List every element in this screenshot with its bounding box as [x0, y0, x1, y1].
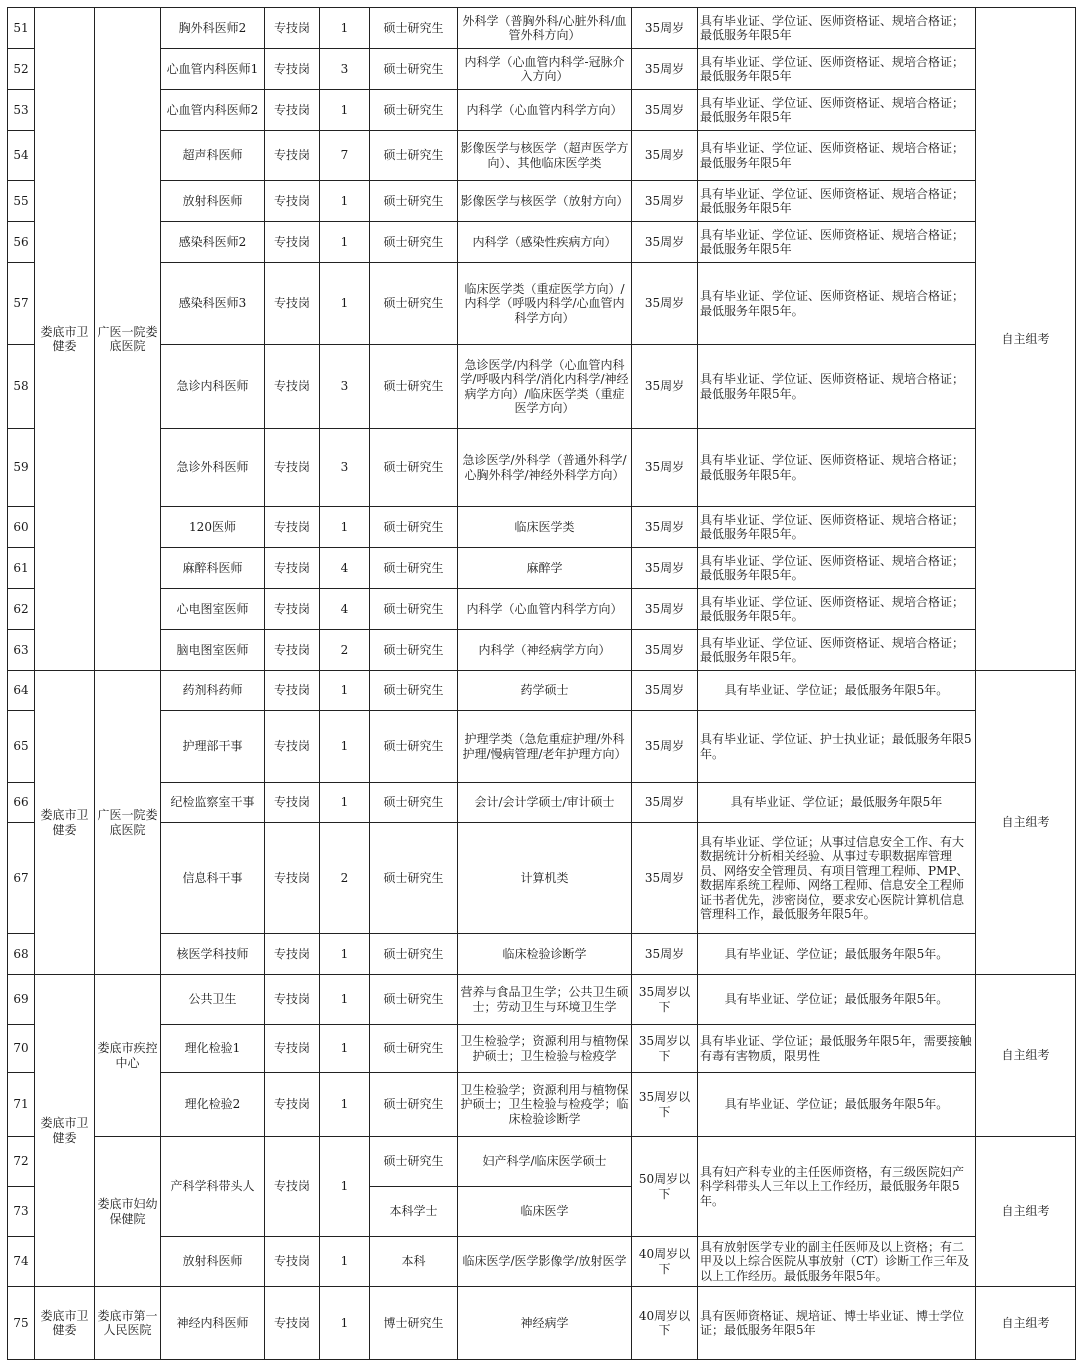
education-cell: 硕士研究生	[370, 49, 458, 90]
age-cell: 35周岁	[632, 181, 698, 222]
age-cell: 35周岁	[632, 507, 698, 548]
table-row	[8, 263, 1076, 345]
count-cell: 1	[320, 90, 370, 131]
age-cell: 35周岁	[632, 783, 698, 823]
position-cell: 放射科医师	[161, 1237, 265, 1287]
exam-method-cell: 自主组考	[976, 975, 1076, 1137]
table-row	[8, 783, 1076, 823]
count-cell: 3	[320, 429, 370, 507]
table-row	[8, 1025, 1076, 1073]
count-cell: 7	[320, 131, 370, 181]
position-cell: 心血管内科医师2	[161, 90, 265, 131]
requirements-cell: 具有毕业证、学位证、医师资格证、规培合格证；最低服务年限5年。	[698, 345, 976, 429]
post-type-cell: 专技岗	[265, 975, 320, 1025]
exam-method-cell: 自主组考	[976, 671, 1076, 975]
major-cell: 麻醉学	[458, 548, 632, 589]
education-cell: 硕士研究生	[370, 711, 458, 783]
post-type-cell: 专技岗	[265, 823, 320, 934]
age-cell: 35周岁以下	[632, 975, 698, 1025]
position-cell: 急诊内科医师	[161, 345, 265, 429]
post-type-cell: 专技岗	[265, 131, 320, 181]
age-cell: 35周岁	[632, 131, 698, 181]
requirements-cell: 具有毕业证、学位证、医师资格证、规培合格证；最低服务年限5年。	[698, 263, 976, 345]
table-row	[8, 429, 1076, 507]
major-cell: 临床医学	[458, 1187, 632, 1237]
position-cell: 公共卫生	[161, 975, 265, 1025]
row-number-cell: 52	[8, 49, 35, 90]
post-type-cell: 专技岗	[265, 429, 320, 507]
post-type-cell: 专技岗	[265, 49, 320, 90]
requirements-cell: 具有毕业证、学位证、医师资格证、规培合格证；最低服务年限5年	[698, 49, 976, 90]
count-cell: 2	[320, 823, 370, 934]
post-type-cell: 专技岗	[265, 222, 320, 263]
row-number-cell: 64	[8, 671, 35, 711]
major-cell: 内科学（心血管内科学方向）	[458, 589, 632, 630]
education-cell: 硕士研究生	[370, 975, 458, 1025]
table-row	[8, 589, 1076, 630]
education-cell: 硕士研究生	[370, 548, 458, 589]
row-number-cell: 74	[8, 1237, 35, 1287]
table-row	[8, 1137, 1076, 1187]
table-row	[8, 131, 1076, 181]
post-type-cell: 专技岗	[265, 589, 320, 630]
age-cell: 35周岁	[632, 823, 698, 934]
row-number-cell: 69	[8, 975, 35, 1025]
age-cell: 35周岁	[632, 263, 698, 345]
unit-cell: 广医一院娄底医院	[95, 8, 161, 671]
unit-cell: 娄底市妇幼保健院	[95, 1137, 161, 1287]
requirements-cell: 具有毕业证、学位证；最低服务年限5年	[698, 783, 976, 823]
age-cell: 35周岁	[632, 8, 698, 49]
requirements-cell: 具有毕业证、学位证；从事过信息安全工作、有大数据统计分析相关经验、从事过专职数据库管理员、网络安全管理员、有项目管理工程师、PMP、数据库系统工程师、网络工程师、信息安全工程师证书者优先，涉密岗位，要求安心医院计算机信息管理科工作，最低服务年限5年。	[698, 823, 976, 934]
count-cell: 3	[320, 345, 370, 429]
education-cell: 硕士研究生	[370, 507, 458, 548]
row-number-cell: 60	[8, 507, 35, 548]
major-cell: 外科学（普胸外科/心脏外科/血管外科方向）	[458, 8, 632, 49]
education-cell: 硕士研究生	[370, 1073, 458, 1137]
table-row	[8, 671, 1076, 711]
requirements-cell: 具有毕业证、学位证；最低服务年限5年。	[698, 671, 976, 711]
major-cell: 卫生检验学；资源利用与植物保护硕士；卫生检验与检疫学；临床检验诊断学	[458, 1073, 632, 1137]
post-type-cell: 专技岗	[265, 1073, 320, 1137]
post-type-cell: 专技岗	[265, 8, 320, 49]
requirements-cell: 具有毕业证、学位证、医师资格证、规培合格证；最低服务年限5年	[698, 181, 976, 222]
exam-method-cell: 自主组考	[976, 1287, 1076, 1360]
age-cell: 35周岁	[632, 934, 698, 975]
education-cell: 硕士研究生	[370, 181, 458, 222]
education-cell: 博士研究生	[370, 1287, 458, 1360]
position-cell: 脑电图室医师	[161, 630, 265, 671]
education-cell: 硕士研究生	[370, 783, 458, 823]
education-cell: 硕士研究生	[370, 222, 458, 263]
row-number-cell: 67	[8, 823, 35, 934]
count-cell: 1	[320, 1287, 370, 1360]
table-row	[8, 181, 1076, 222]
major-cell: 内科学（神经病学方向）	[458, 630, 632, 671]
requirements-cell: 具有毕业证、学位证、医师资格证、规培合格证；最低服务年限5年	[698, 8, 976, 49]
major-cell: 临床检验诊断学	[458, 934, 632, 975]
major-cell: 会计/会计学硕士/审计硕士	[458, 783, 632, 823]
requirements-cell: 具有妇产科专业的主任医师资格，有三级医院妇产科学科带头人三年以上工作经历，最低服务年限5年。	[698, 1137, 976, 1237]
post-type-cell: 专技岗	[265, 1237, 320, 1287]
row-number-cell: 51	[8, 8, 35, 49]
table-row	[8, 345, 1076, 429]
education-cell: 硕士研究生	[370, 8, 458, 49]
count-cell: 1	[320, 711, 370, 783]
count-cell: 1	[320, 1073, 370, 1137]
count-cell: 4	[320, 548, 370, 589]
requirements-cell: 具有毕业证、学位证；最低服务年限5年。	[698, 975, 976, 1025]
table-row	[8, 975, 1076, 1025]
row-number-cell: 72	[8, 1137, 35, 1187]
position-cell: 急诊外科医师	[161, 429, 265, 507]
post-type-cell: 专技岗	[265, 345, 320, 429]
requirements-cell: 具有毕业证、学位证、医师资格证、规培合格证；最低服务年限5年	[698, 222, 976, 263]
table-row	[8, 548, 1076, 589]
post-type-cell: 专技岗	[265, 671, 320, 711]
position-cell: 麻醉科医师	[161, 548, 265, 589]
requirements-cell: 具有毕业证、学位证、护士执业证；最低服务年限5年。	[698, 711, 976, 783]
count-cell: 3	[320, 49, 370, 90]
post-type-cell: 专技岗	[265, 548, 320, 589]
age-cell: 35周岁	[632, 222, 698, 263]
education-cell: 硕士研究生	[370, 1025, 458, 1073]
major-cell: 临床医学类	[458, 507, 632, 548]
position-cell: 心电图室医师	[161, 589, 265, 630]
position-cell: 药剂科药师	[161, 671, 265, 711]
requirements-cell: 具有毕业证、学位证、医师资格证、规培合格证；最低服务年限5年	[698, 131, 976, 181]
department-cell: 娄底市卫健委	[35, 1287, 95, 1360]
age-cell: 50周岁以下	[632, 1137, 698, 1237]
table-row	[8, 507, 1076, 548]
post-type-cell: 专技岗	[265, 711, 320, 783]
major-cell: 内科学（心血管内科学-冠脉介入方向）	[458, 49, 632, 90]
post-type-cell: 专技岗	[265, 1137, 320, 1237]
position-cell: 胸外科医师2	[161, 8, 265, 49]
post-type-cell: 专技岗	[265, 181, 320, 222]
requirements-cell: 具有毕业证、学位证、医师资格证、规培合格证；最低服务年限5年	[698, 90, 976, 131]
age-cell: 35周岁以下	[632, 1073, 698, 1137]
major-cell: 药学硕士	[458, 671, 632, 711]
education-cell: 硕士研究生	[370, 429, 458, 507]
department-cell: 娄底市卫健委	[35, 671, 95, 975]
count-cell: 4	[320, 589, 370, 630]
post-type-cell: 专技岗	[265, 934, 320, 975]
education-cell: 硕士研究生	[370, 934, 458, 975]
table-row	[8, 823, 1076, 934]
requirements-cell: 具有毕业证、学位证、医师资格证、规培合格证；最低服务年限5年。	[698, 548, 976, 589]
post-type-cell: 专技岗	[265, 507, 320, 548]
row-number-cell: 75	[8, 1287, 35, 1360]
education-cell: 硕士研究生	[370, 823, 458, 934]
row-number-cell: 54	[8, 131, 35, 181]
table-row	[8, 1237, 1076, 1287]
age-cell: 40周岁以下	[632, 1237, 698, 1287]
row-number-cell: 70	[8, 1025, 35, 1073]
requirements-cell: 具有毕业证、学位证；最低服务年限5年。	[698, 934, 976, 975]
recruitment-table	[7, 7, 1076, 1360]
count-cell: 1	[320, 671, 370, 711]
age-cell: 40周岁以下	[632, 1287, 698, 1360]
education-cell: 硕士研究生	[370, 90, 458, 131]
position-cell: 核医学科技师	[161, 934, 265, 975]
position-cell: 放射科医师	[161, 181, 265, 222]
major-cell: 急诊医学/内科学（心血管内科学/呼吸内科学/消化内科学/神经病学方向）/临床医学类（重症医学方向）	[458, 345, 632, 429]
requirements-cell: 具有毕业证、学位证、医师资格证、规培合格证；最低服务年限5年。	[698, 507, 976, 548]
row-number-cell: 59	[8, 429, 35, 507]
position-cell: 神经内科医师	[161, 1287, 265, 1360]
table-row	[8, 1287, 1076, 1360]
count-cell: 1	[320, 1237, 370, 1287]
row-number-cell: 65	[8, 711, 35, 783]
count-cell: 1	[320, 222, 370, 263]
post-type-cell: 专技岗	[265, 1025, 320, 1073]
education-cell: 硕士研究生	[370, 263, 458, 345]
department-cell: 娄底市卫健委	[35, 8, 95, 671]
major-cell: 内科学（心血管内科学方向）	[458, 90, 632, 131]
requirements-cell: 具有毕业证、学位证、医师资格证、规培合格证；最低服务年限5年。	[698, 429, 976, 507]
table-row	[8, 222, 1076, 263]
table-row	[8, 934, 1076, 975]
post-type-cell: 专技岗	[265, 783, 320, 823]
count-cell: 1	[320, 934, 370, 975]
row-number-cell: 58	[8, 345, 35, 429]
requirements-cell: 具有毕业证、学位证、医师资格证、规培合格证；最低服务年限5年。	[698, 630, 976, 671]
post-type-cell: 专技岗	[265, 630, 320, 671]
post-type-cell: 专技岗	[265, 263, 320, 345]
age-cell: 35周岁	[632, 589, 698, 630]
count-cell: 2	[320, 630, 370, 671]
age-cell: 35周岁	[632, 671, 698, 711]
position-cell: 感染科医师2	[161, 222, 265, 263]
position-cell: 理化检验2	[161, 1073, 265, 1137]
age-cell: 35周岁	[632, 711, 698, 783]
count-cell: 1	[320, 507, 370, 548]
table-row	[8, 1073, 1076, 1137]
department-cell: 娄底市卫健委	[35, 975, 95, 1287]
requirements-cell: 具有放射医学专业的副主任医师及以上资格；有二甲及以上综合医院从事放射（CT）诊断工作三年及以上工作经历。最低服务年限5年。	[698, 1237, 976, 1287]
table-row	[8, 630, 1076, 671]
unit-cell: 广医一院娄底医院	[95, 671, 161, 975]
count-cell: 1	[320, 263, 370, 345]
position-cell: 120医师	[161, 507, 265, 548]
major-cell: 神经病学	[458, 1287, 632, 1360]
row-number-cell: 62	[8, 589, 35, 630]
row-number-cell: 68	[8, 934, 35, 975]
table-row	[8, 49, 1076, 90]
table-row	[8, 90, 1076, 131]
row-number-cell: 57	[8, 263, 35, 345]
position-cell: 产科学科带头人	[161, 1137, 265, 1237]
position-cell: 纪检监察室干事	[161, 783, 265, 823]
major-cell: 影像医学与核医学（放射方向）	[458, 181, 632, 222]
row-number-cell: 63	[8, 630, 35, 671]
row-number-cell: 71	[8, 1073, 35, 1137]
count-cell: 1	[320, 1137, 370, 1237]
age-cell: 35周岁	[632, 548, 698, 589]
major-cell: 临床医学/医学影像学/放射医学	[458, 1237, 632, 1287]
major-cell: 临床医学类（重症医学方向）/内科学（呼吸内科学/心血管内科学方向）	[458, 263, 632, 345]
requirements-cell: 具有毕业证、学位证、医师资格证、规培合格证；最低服务年限5年。	[698, 589, 976, 630]
position-cell: 超声科医师	[161, 131, 265, 181]
exam-method-cell: 自主组考	[976, 8, 1076, 671]
major-cell: 妇产科学/临床医学硕士	[458, 1137, 632, 1187]
count-cell: 1	[320, 1025, 370, 1073]
age-cell: 35周岁	[632, 429, 698, 507]
education-cell: 硕士研究生	[370, 1137, 458, 1187]
row-number-cell: 66	[8, 783, 35, 823]
education-cell: 硕士研究生	[370, 589, 458, 630]
post-type-cell: 专技岗	[265, 1287, 320, 1360]
education-cell: 硕士研究生	[370, 131, 458, 181]
age-cell: 35周岁	[632, 90, 698, 131]
major-cell: 急诊医学/外科学（普通外科学/心胸外科学/神经外科学方向）	[458, 429, 632, 507]
count-cell: 1	[320, 783, 370, 823]
row-number-cell: 53	[8, 90, 35, 131]
table-body	[8, 8, 1076, 1360]
age-cell: 35周岁	[632, 630, 698, 671]
major-cell: 营养与食品卫生学；公共卫生硕士；劳动卫生与环境卫生学	[458, 975, 632, 1025]
row-number-cell: 55	[8, 181, 35, 222]
position-cell: 心血管内科医师1	[161, 49, 265, 90]
table-row	[8, 711, 1076, 783]
count-cell: 1	[320, 181, 370, 222]
row-number-cell: 73	[8, 1187, 35, 1237]
education-cell: 硕士研究生	[370, 630, 458, 671]
row-number-cell: 56	[8, 222, 35, 263]
education-cell: 硕士研究生	[370, 671, 458, 711]
major-cell: 计算机类	[458, 823, 632, 934]
education-cell: 本科学士	[370, 1187, 458, 1237]
count-cell: 1	[320, 975, 370, 1025]
education-cell: 本科	[370, 1237, 458, 1287]
post-type-cell: 专技岗	[265, 90, 320, 131]
major-cell: 卫生检验学；资源利用与植物保护硕士；卫生检验与检疫学	[458, 1025, 632, 1073]
table-row	[8, 8, 1076, 49]
row-number-cell: 61	[8, 548, 35, 589]
education-cell: 硕士研究生	[370, 345, 458, 429]
age-cell: 35周岁以下	[632, 1025, 698, 1073]
requirements-cell: 具有毕业证、学位证；最低服务年限5年。	[698, 1073, 976, 1137]
major-cell: 内科学（感染性疾病方向）	[458, 222, 632, 263]
count-cell: 1	[320, 8, 370, 49]
position-cell: 护理部干事	[161, 711, 265, 783]
major-cell: 影像医学与核医学（超声医学方向）、其他临床医学类	[458, 131, 632, 181]
age-cell: 35周岁	[632, 345, 698, 429]
age-cell: 35周岁	[632, 49, 698, 90]
requirements-cell: 具有医师资格证、规培证、博士毕业证、博士学位证；最低服务年限5年	[698, 1287, 976, 1360]
exam-method-cell: 自主组考	[976, 1137, 1076, 1287]
position-cell: 信息科干事	[161, 823, 265, 934]
unit-cell: 娄底市第一人民医院	[95, 1287, 161, 1360]
position-cell: 感染科医师3	[161, 263, 265, 345]
position-cell: 理化检验1	[161, 1025, 265, 1073]
major-cell: 护理学类（急危重症护理/外科护理/慢病管理/老年护理方向）	[458, 711, 632, 783]
unit-cell: 娄底市疾控中心	[95, 975, 161, 1137]
requirements-cell: 具有毕业证、学位证；最低服务年限5年，需要接触有毒有害物质，限男性	[698, 1025, 976, 1073]
